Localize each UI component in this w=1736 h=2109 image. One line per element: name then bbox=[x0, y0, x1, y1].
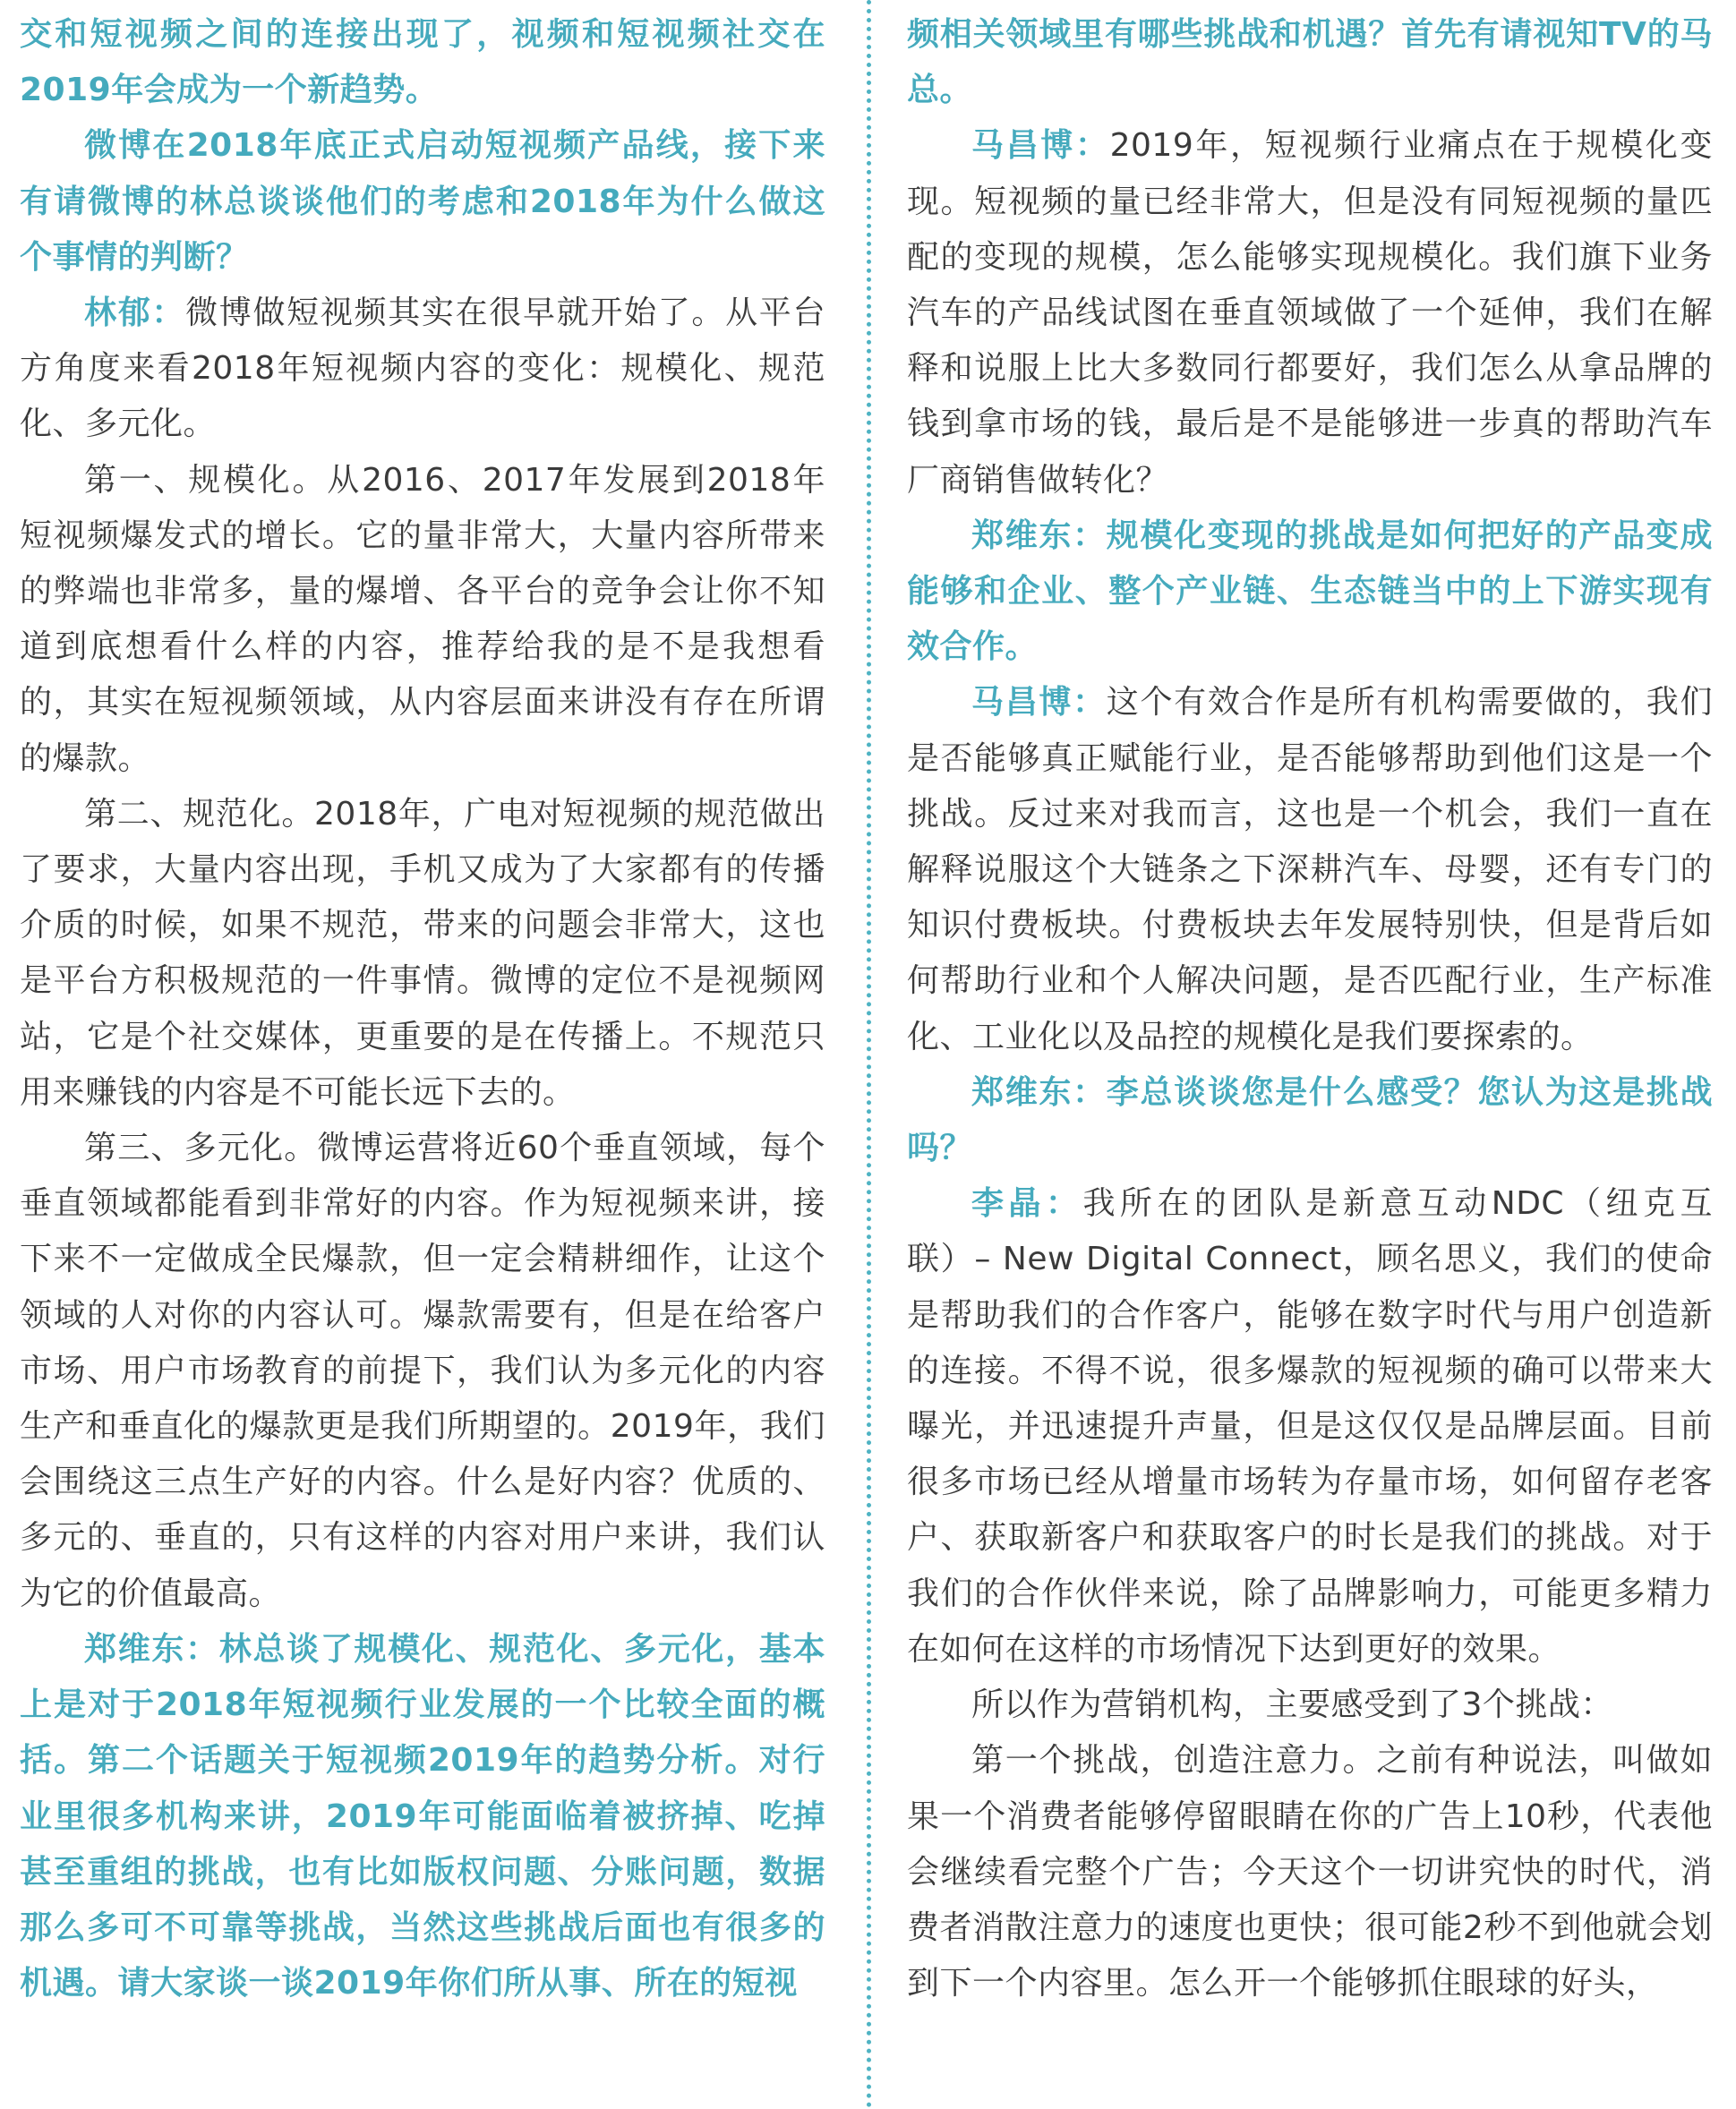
left-column bbox=[20, 7, 825, 2011]
speaker-name: 马昌博： bbox=[971, 127, 1110, 165]
column-divider bbox=[867, 0, 871, 2109]
body-paragraph: 第一、规模化。从2016、2017年发展到2018年短视频爆发式的增长。它的量非常大，大量内容所带来的弊端也非常多，量的爆增、各平台的竞争会让你不知道到底想看什么样的内容，推荐给我的是不是我想看的，其实在短视频领域，从内容层面来讲没有存在所谓的爆款。 bbox=[20, 461, 825, 777]
speaker-text: 我所在的团队是新意互动NDC（纽克互联）– New Digital Connect，顾名思义，我们的使命是帮助我们的合作客户，能够在数字时代与用户创造新的连接。不得不说，很多爆款的短视频的确可以带来大曝光，并迅速提升声量，但是这仅仅是品牌层面。目前很多市场已经从增量市场转为存量市场，如何留存老客户、获取新客户和获取客户的时长是我们的挑战。对于我们的合作伙伴来说，除了品牌影响力，可能更多精力在如何在这样的市场情况下达到更好的效果。 bbox=[907, 1185, 1713, 1668]
speaker-name: 马昌博： bbox=[971, 684, 1107, 722]
speaker-text: 微博做短视频其实在很早就开始了。从平台方角度来看2018年短视频内容的变化：规模化、规范化、多元化。 bbox=[20, 295, 825, 443]
paragraph-continuation: 频相关领域里有哪些挑战和机遇？首先有请视知TV的马总。 bbox=[907, 16, 1713, 109]
body-paragraph: 第二、规范化。2018年，广电对短视频的规范做出了要求，大量内容出现，手机又成为了大家都有的传播介质的时候，如果不规范，带来的问题会非常大，这也是平台方积极规范的一件事情。微博的定位不是视频网站，它是个社交媒体，更重要的是在传播上。不规范只用来赚钱的内容是不可能长远下去的。 bbox=[20, 795, 825, 1111]
moderator-question: 郑维东：规模化变现的挑战是如何把好的产品变成能够和企业、整个产业链、生态链当中的上下游实现有效合作。 bbox=[907, 517, 1713, 666]
right-column bbox=[907, 7, 1713, 2011]
moderator-question: 郑维东：李总谈谈您是什么感受？您认为这是挑战吗？ bbox=[907, 1073, 1713, 1167]
speaker-name: 李晶： bbox=[971, 1185, 1083, 1223]
speaker-name: 林郁： bbox=[84, 295, 186, 332]
speaker-paragraph bbox=[907, 675, 1713, 1064]
speaker-paragraph bbox=[907, 1176, 1713, 1678]
body-paragraph: 第三、多元化。微博运营将近60个垂直领域，每个垂直领域都能看到非常好的内容。作为短视频来讲，接下来不一定做成全民爆款，但一定会精耕细作，让这个领域的人对你的内容认可。爆款需要有，但是在给客户市场、用户市场教育的前提下，我们认为多元化的内容生产和垂直化的爆款更是我们所期望的。2019年，我们会围绕这三点生产好的内容。什么是好内容？优质的、多元的、垂直的，只有这样的内容对用户来讲，我们认为它的价值最高。 bbox=[20, 1130, 825, 1612]
moderator-question: 微博在2018年底正式启动短视频产品线，接下来有请微博的林总谈谈他们的考虑和2018年为什么做这个事情的判断？ bbox=[20, 127, 825, 276]
speaker-text: 2019年，短视频行业痛点在于规模化变现。短视频的量已经非常大，但是没有同短视频的量匹配的变现的规模，怎么能够实现规模化。我们旗下业务汽车的产品线试图在垂直领域做了一个延伸，我们在解释和说服上比大多数同行都要好，我们怎么从拿品牌的钱到拿市场的钱，最后是不是能够进一步真的帮助汽车厂商销售做转化？ bbox=[907, 127, 1713, 499]
speaker-text: 这个有效合作是所有机构需要做的，我们是否能够真正赋能行业，是否能够帮助到他们这是一个挑战。反过来对我而言，这也是一个机会，我们一直在解释说服这个大链条之下深耕汽车、母婴，还有专门的知识付费板块。付费板块去年发展特别快，但是背后如何帮助行业和个人解决问题，是否匹配行业，生产标准化、工业化以及品控的规模化是我们要探索的。 bbox=[907, 684, 1713, 1055]
speaker-paragraph bbox=[907, 118, 1713, 508]
speaker-paragraph bbox=[20, 286, 825, 453]
moderator-question: 郑维东：林总谈了规模化、规范化、多元化，基本上是对于2018年短视频行业发展的一个比较全面的概括。第二个话题关于短视频2019年的趋势分析。对行业里很多机构来讲，2019年可能面临着被挤掉、吃掉甚至重组的挑战，也有比如版权问题、分账问题，数据那么多可不可靠等挑战，当然这些挑战后面也有很多的机遇。请大家谈一谈2019年你们所从事、所在的短视 bbox=[20, 1630, 825, 2002]
body-paragraph: 第一个挑战，创造注意力。之前有种说法，叫做如果一个消费者能够停留眼睛在你的广告上10秒，代表他会继续看完整个广告；今天这个一切讲究快的时代，消费者消散注意力的速度也更快；很可能2秒不到他就会划到下一个内容里。怎么开一个能够抓住眼球的好头， bbox=[907, 1742, 1713, 2002]
paragraph-continuation: 交和短视频之间的连接出现了，视频和短视频社交在2019年会成为一个新趋势。 bbox=[20, 16, 825, 109]
body-paragraph: 所以作为营销机构，主要感受到了3个挑战： bbox=[971, 1686, 1613, 1724]
